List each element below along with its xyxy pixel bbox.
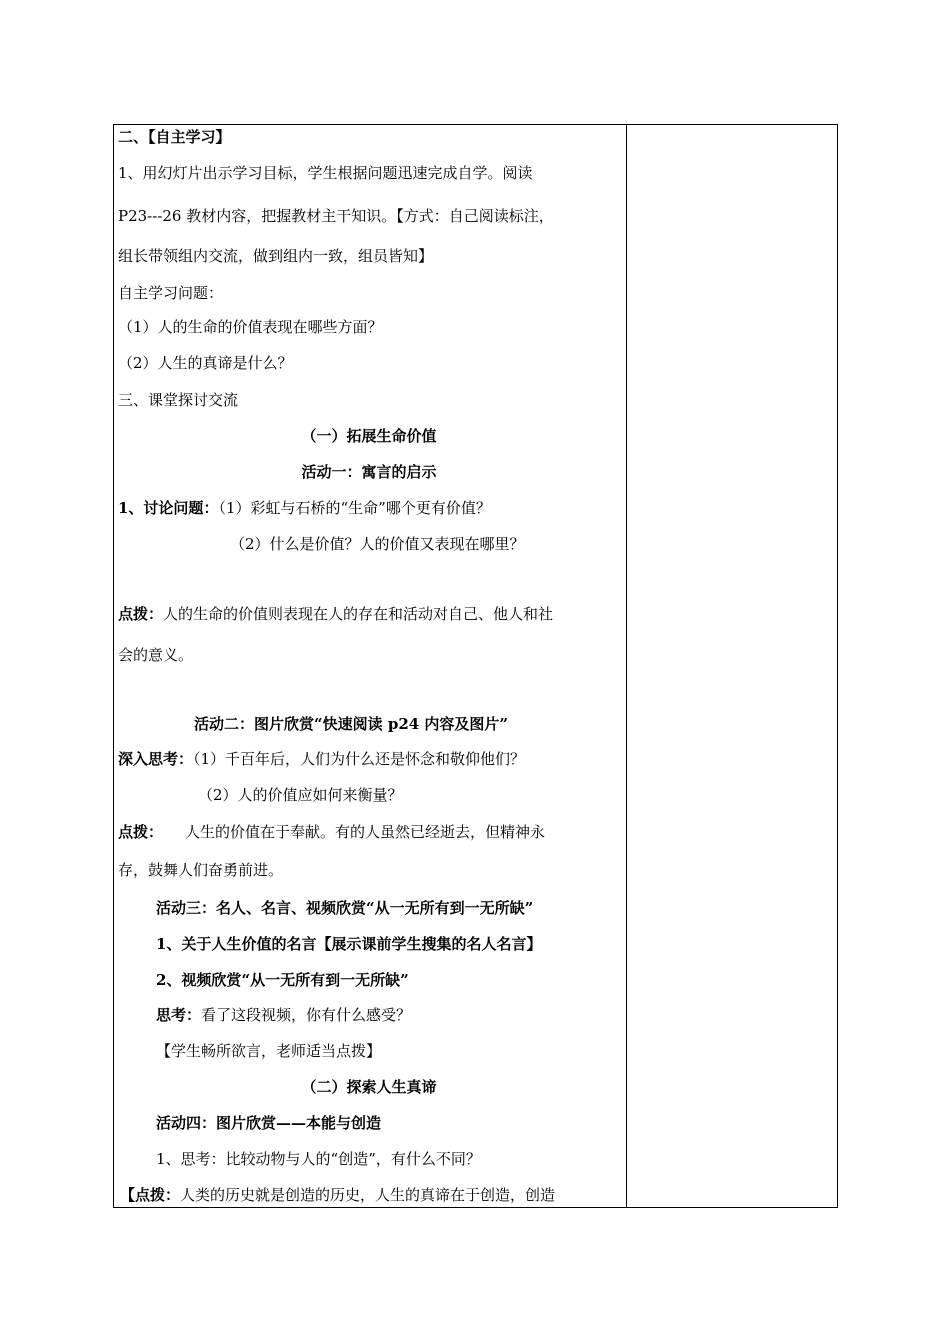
line-label: 点拨： xyxy=(118,605,164,623)
hint-line xyxy=(120,1186,555,1204)
question-line: （1）人的生命的价值表现在哪些方面？ xyxy=(118,318,383,336)
line-label: 【点拨： xyxy=(120,1186,181,1204)
subsection-heading: （一）拓展生命价值 xyxy=(301,427,437,445)
hint-line xyxy=(118,605,553,623)
activity-heading: 活动三：名人、名言、视频欣赏“从一无所有到一无所缺” xyxy=(156,899,534,917)
subsection-heading: （二）探索人生真谛 xyxy=(301,1078,437,1096)
activity-heading: 活动二：图片欣赏“快速阅读 p24 内容及图片” xyxy=(194,715,509,733)
line-text: 看了这段视频，你有什么感受？ xyxy=(201,1006,412,1024)
line-text: 人生的价值在于奉献。有的人虽然已经逝去，但精神永 xyxy=(185,823,546,841)
text-line: 组长带领组内交流，做到组内一致，组员皆知】 xyxy=(118,247,434,265)
lesson-content-cell xyxy=(118,124,620,1204)
question-line: （2）什么是价值？人的价值又表现在哪里？ xyxy=(230,535,525,553)
activity-heading: 活动一：寓言的启示 xyxy=(301,463,437,481)
text-line: 1、用幻灯片出示学习目标，学生根据问题迅速完成自学。阅读 xyxy=(118,164,533,182)
text-line: 自主学习问题： xyxy=(118,284,224,302)
question-line: 1、思考：比较动物与人的“创造”，有什么不同？ xyxy=(156,1150,481,1168)
text-line: 1、关于人生价值的名言【展示课前学生搜集的名人名言】 xyxy=(156,935,542,953)
text-line: P23---26 教材内容，把握教材主干知识。【方式：自己阅读标注， xyxy=(118,207,554,225)
activity-heading: 活动四：图片欣赏——本能与创造 xyxy=(156,1114,382,1132)
hint-line xyxy=(118,823,545,841)
text-line: 存，鼓舞人们奋勇前进。 xyxy=(118,861,284,879)
line-text: 人的生命的价值则表现在人的存在和活动对自己、他人和社 xyxy=(163,605,554,623)
line-label: 点拨： xyxy=(118,823,164,841)
question-line: （2）人的价值应如何来衡量？ xyxy=(198,786,403,804)
line-label: 思考： xyxy=(156,1006,202,1024)
text-line: 会的意义。 xyxy=(118,646,194,664)
line-label: 深入思考： xyxy=(118,750,194,768)
discussion-question-line xyxy=(118,499,491,517)
think-line xyxy=(118,750,525,768)
question-line: （2）人生的真谛是什么？ xyxy=(118,354,293,372)
section-heading-discussion: 三、课堂探讨交流 xyxy=(118,391,239,409)
text-line: 【学生畅所欲言，老师适当点拨】 xyxy=(156,1042,382,1060)
section-heading-self-study: 二、【自主学习】 xyxy=(118,128,231,146)
text-line: 2、视频欣赏“从一无所有到一无所缺” xyxy=(156,971,409,989)
line-text: （1）千百年后，人们为什么还是怀念和敬仰他们？ xyxy=(193,750,526,768)
column-divider xyxy=(626,124,627,1208)
line-label: 1、讨论问题： xyxy=(118,499,219,517)
line-text: （1）彩虹与石桥的“生命”哪个更有价值？ xyxy=(218,499,491,517)
line-text: 人类的历史就是创造的历史，人生的真谛在于创造，创造 xyxy=(180,1186,556,1204)
think-line xyxy=(156,1006,411,1024)
